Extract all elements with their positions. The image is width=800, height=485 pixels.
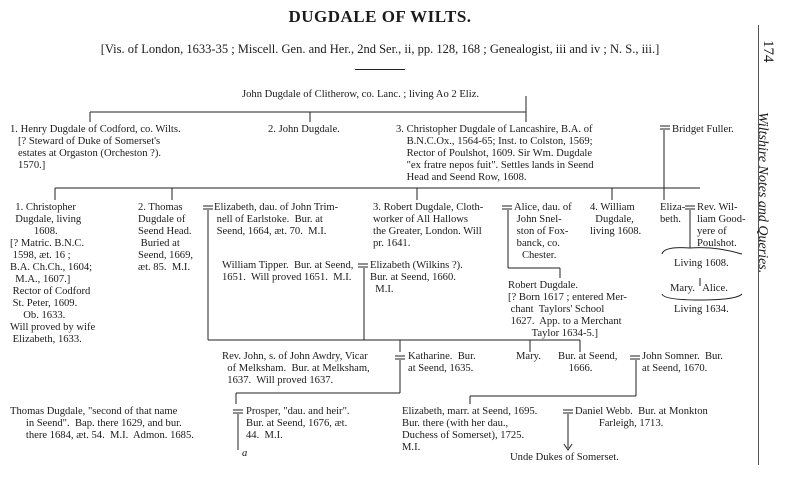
person-katharine: Katharine. Bur. at Seend, 1635. [408,351,476,374]
person-elizabeth-goodyere: Eliza- beth. [660,202,686,225]
person-christopher-dugdale-1608: 1. Christopher Dugdale, living 1608. [? Matric. B.N.C. 1598, æt. 16 ; B.A. Ch.Ch., 1604; M.A., 1607.] Rector of Codford St. Peter, 1609. Ob. 1633. Will proved by wife Elizabeth, 1633. [10,202,96,345]
sources-line: [Vis. of London, 1633-35 ; Miscell. Gen. and Her., 2nd Ser., ii, pp. 128, 168 ; Genealogist, iii and iv ; N. S., iii.] [100,42,660,56]
person-william-dugdale: 4. William Dugdale, living 1608. [590,202,642,237]
person-john-dugdale-clitherow: John Dugdale of Clitherow, co. Lanc. ; living Ao 2 Eliz. [242,89,480,100]
person-thomas-dugdale-second: Thomas Dugdale, "second of that name in Seend". Bap. there 1629, and bur. there 1684, æt. 54. M.I. Admon. 1685. [10,406,194,441]
person-elizabeth-webb: Elizabeth, marr. at Seend, 1695. Bur. there (with her dau., Duchess of Somerset), 1725. M.I. [402,406,538,453]
person-henry-dugdale: 1. Henry Dugdale of Codford, co. Wilts. [? Steward of Duke of Somerset's estates at Orgaston (Orcheston ?). 1570.] [10,124,181,171]
person-elizabeth-trimnell: Elizabeth, dau. of John Trim- nell of Earlstoke. Bur. at Seend, 1664, æt. 70. M.I. [214,202,339,237]
person-robert-dugdale-clothworker: 3. Robert Dugdale, Cloth- worker of All Hallows the Greater, London. Will pr. 1641. [373,202,484,249]
person-robert-dugdale-1617: Robert Dugdale. [? Born 1617 ; entered Mer- chant Taylors' School 1627. App. to a Merchant Taylor 1634-5.] [508,280,627,339]
person-bridget-fuller: Bridget Fuller. [672,124,734,135]
person-mary: Mary. [516,351,541,362]
person-john-awdry: Rev. John, s. of John Awdry, Vicar of Melksham. Bur. at Melksham, 1637. Will proved 1637. [222,351,370,386]
person-mary-alice: Mary. Alice. [670,283,728,294]
person-christopher-dugdale-lancashire: 3. Christopher Dugdale of Lancashire, B.A. of B.N.C.Ox., 1564-65; Inst. to Colston, 1569; Rector of Poulshot, 1609. Sir Wm. Dugdale "ex fratre nepos fuit". Settles lands in Seend Head and Seend Row, 1608. [396,124,594,183]
person-mary-burial: Bur. at Seend, 1666. [558,351,618,374]
continuation-mark-a: a [242,448,248,459]
person-william-tipper: William Tipper. Bur. at Seend, 1651. Will proved 1651. M.I. [222,260,354,283]
note-living-1608: Living 1608. [674,258,729,269]
person-william-goodyere: Rev. Wil- liam Good- yere of Poulshot. [697,202,746,249]
page-number: 174 [760,40,776,63]
note-unde-dukes-somerset: Unde Dukes of Somerset. [510,452,619,463]
person-daniel-webb: Daniel Webb. Bur. at Monkton Farleigh, 1713. [575,406,708,429]
person-prosper: Prosper, "dau. and heir". Bur. at Seend, 1676, æt. 44. M.I. [246,406,350,441]
person-thomas-dugdale-seend-head: 2. Thomas Dugdale of Seend Head. Buried at Seend, 1669, æt. 85. M.I. [138,202,194,273]
running-head: Wiltshire Notes and Queries. [755,112,770,274]
person-elizabeth-wilkins: Elizabeth (Wilkins ?). Bur. at Seend, 1660. M.I. [370,260,463,295]
note-living-1634: Living 1634. [674,304,729,315]
page-title: DUGDALE OF WILTS. [288,7,472,26]
person-john-somner: John Somner. Bur. at Seend, 1670. [642,351,723,374]
person-alice-snelston: Alice, dau. of John Snel- ston of Fox- banck, co. Chester. [514,202,572,261]
person-john-dugdale-2: 2. John Dugdale. [268,124,340,135]
